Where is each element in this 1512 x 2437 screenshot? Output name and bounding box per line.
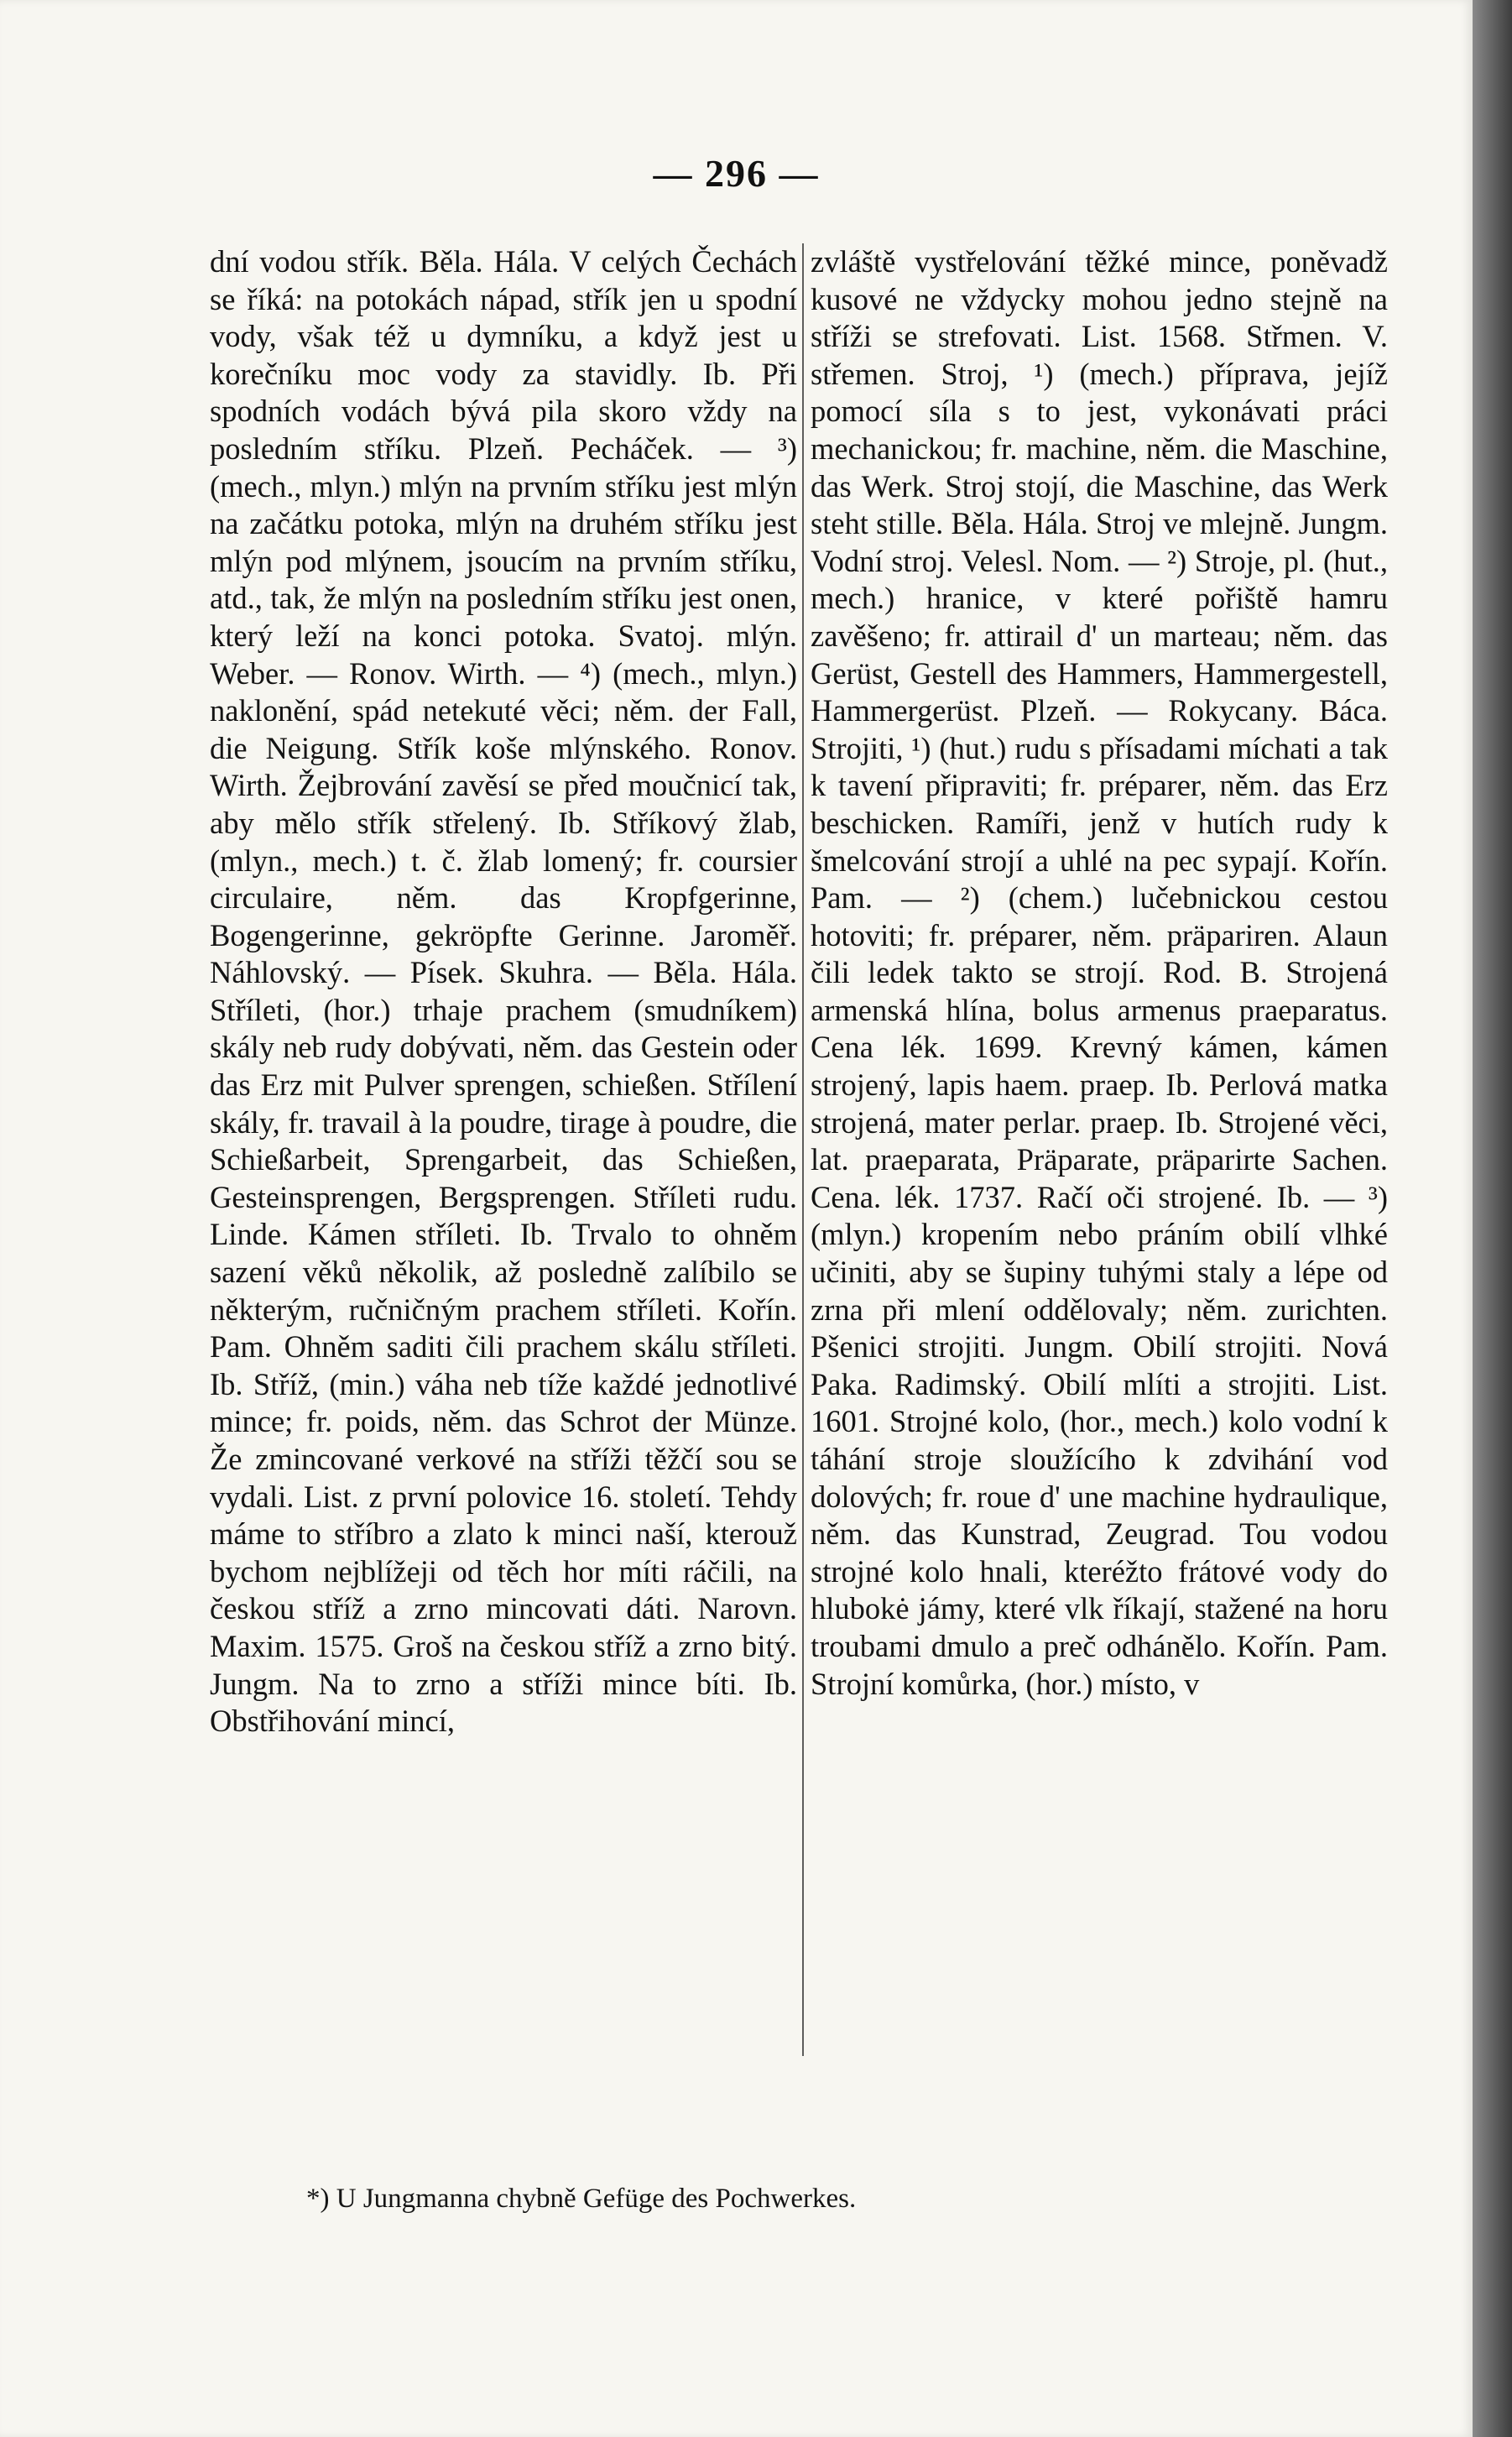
- page-number: — 296 —: [653, 152, 820, 195]
- right-column-text: zvláště vystřelování těžké mince, poněvadž kusové ne vždycky mohou jedno stejně na stříži se strefovati. List. 1568. Střmen. V. střemen. Stroj, ¹) (mech.) příprava, jejíž pomocí síla s to jest, vykonávati práci mechanickou; fr. machine, něm. die Maschine, das Werk. Stroj stojí, die Maschine, das Werk steht stille. Běla. Hála. Stroj ve mlejně. Jungm. Vodní stroj. Velesl. Nom. — ²) Stroje, pl. (hut., mech.) hranice, v které pořiště hamru zavěšeno; fr. attirail d' un marteau; něm. das Gerüst, Gestell des Hammers, Hammergestell, Hammergerüst. Plzeň. — Rokycany. Báca. Strojiti, ¹) (hut.) rudu s přísadami míchati a tak k tavení připraviti; fr. préparer, něm. das Erz beschicken. Ramíři, jenž v hutích rudy k šmelcování strojí a uhlé na pec sypají. Kořín. Pam. — ²) (chem.) lučebnickou cestou hotoviti; fr. préparer, něm. präpariren. Alaun čili ledek takto se strojí. Rod. B. Strojená armenská hlína, bolus armenus praeparatus. Cena lék. 1699. Krevný kámen, kámen strojený, lapis haem. praep. Ib. Perlová matka strojená, mater perlar. praep. Ib. Strojené věci, lat. praeparata, Präparate, präparirte Sachen. Cena. lék. 1737. Račí oči strojené. Ib. — ³) (mlyn.) kropením nebo práním obilí vlhké učiniti, aby se šupiny tuhými staly a lépe od zrna při mlení oddělovaly; něm. zurichten. Pšenici strojiti. Jungm. Obilí strojiti. Nová Paka. Radimský. Obilí mlíti a strojiti. List. 1601. Strojné kolo, (hor., mech.) kolo vodní k táhání stroje sloužícího k zdvihání vod dolových; fr. roue d' une machine hydraulique, něm. das Kunstrad, Zeugrad. Tou vodou strojné kolo hnali, kteréžto frátové vody do hlubokė jámy, které vlk říkají, stažené na horu troubami dmulo a preč odhánělo. Kořín. Pam. Strojní komůrka, (hor.) místo, v: [811, 244, 1388, 1701]
- left-column-text: dní vodou střík. Běla. Hála. V celých Čechách se říká: na potokách nápad, střík jen u spodní vody, však též u dymníku, a když jest u korečníku moc vody za stavidly. Ib. Při spodních vodách bývá pila skoro vždy na posledním stříku. Plzeň. Pecháček. — ³) (mech., mlyn.) mlýn na prvním stříku jest mlýn na začátku potoka, mlýn na druhém stříku jest mlýn pod mlýnem, jsoucím na prvním stříku, atd., tak, že mlýn na posledním stříku jest onen, který leží na konci potoka. Svatoj. mlýn. Weber. — Ronov. Wirth. — ⁴) (mech., mlyn.) naklonění, spád netekuté věci; něm. der Fall, die Neigung. Střík koše mlýnského. Ronov. Wirth. Žejbrování zavěsí se před moučnicí tak, aby mělo střík střelený. Ib. Stříkový žlab, (mlyn., mech.) t. č. žlab lomený; fr. coursier circulaire, něm. das Kropfgerinne, Bogengerinne, gekröpfte Gerinne. Jaroměř. Náhlovský. — Písek. Skuhra. — Běla. Hála. Stříleti, (hor.) trhaje prachem (smudníkem) skály neb rudy dobývati, něm. das Gestein oder das Erz mit Pulver sprengen, schießen. Střílení skály, fr. travail à la poudre, tirage à poudre, die Schießarbeit, Sprengarbeit, das Schießen, Gesteinsprengen, Bergsprengen. Stříleti rudu. Linde. Kámen stříleti. Ib. Trvalo to ohněm sazení věků několik, až posledně zalíbilo se některým, ručničným prachem stříleti. Kořín. Pam. Ohněm saditi čili prachem skálu stříleti. Ib. Stříž, (min.) váha neb tíže každé jednotlivé mince; fr. poids, něm. das Schrot der Münze. Že zmincované verkové na stříži těžčí sou se vydali. List. z první polovice 16. století. Tehdy máme to stříbro a zlato k minci naší, kterouž bychom nejblížeji od těch hor míti ráčili, na českou stříž a zrno mincovati dáti. Narovn. Maxim. 1575. Groš na českou stříž a zrno bitý. Jungm. Na to zrno a stříži mince bíti. Ib. Obstřihování mincí,: [210, 244, 797, 1739]
- column-divider: [802, 243, 804, 2056]
- scan-edge: [1473, 0, 1512, 2437]
- footnote: *) U Jungmanna chybně Gefüge des Pochwerkes.: [306, 2184, 857, 2214]
- left-column: [210, 243, 797, 1740]
- right-column: [811, 243, 1388, 1703]
